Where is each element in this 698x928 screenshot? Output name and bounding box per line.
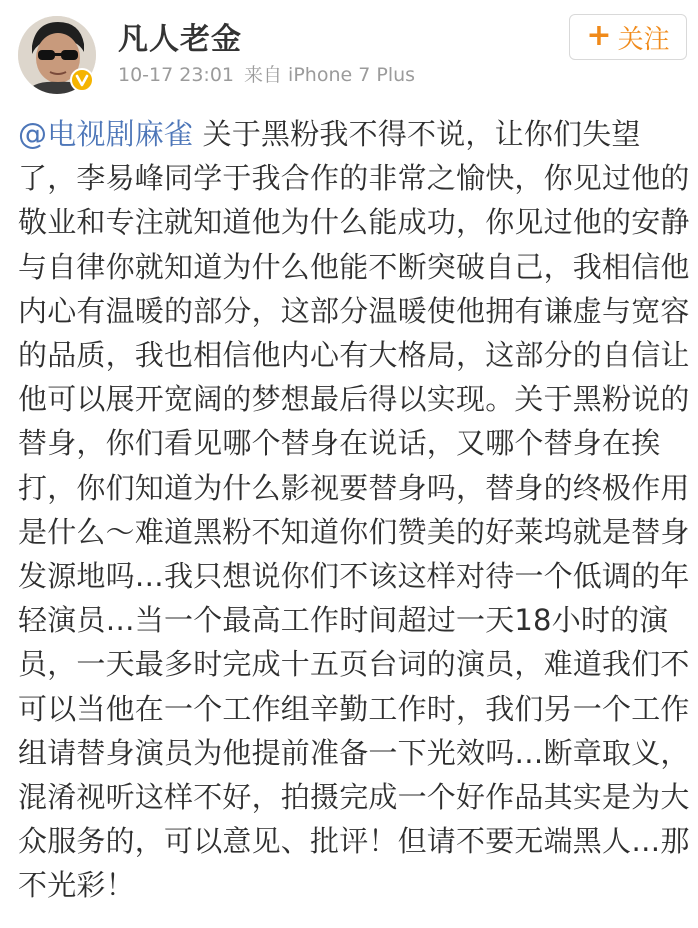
post-source: 来自 iPhone 7 Plus: [244, 64, 416, 86]
verified-badge-icon: [70, 68, 94, 92]
plus-icon: +: [586, 17, 612, 53]
post-body: [18, 112, 690, 908]
post-header: [0, 0, 698, 110]
mention-link[interactable]: @电视剧麻雀: [18, 117, 194, 151]
post-time: 10-17 23:01: [118, 64, 235, 86]
post-text: 关于黑粉我不得不说，让你们失望了，李易峰同学于我合作的非常之愉快，你见过他的敬业和专注就知道他为什么能成功，你见过他的安静与自律你就知道为什么他能不断突破自己，我相信他内心有温暖的部分，这部分温暖使他拥有谦虚与宽容的品质，我也相信他内心有大格局，这部分的自信让他可以展开宽阔的梦想最后得以实现。关于黑粉说的替身，你们看见哪个替身在说话，又哪个替身在挨打，你们知道为什么影视要替身吗，替身的终极作用是什么～难道黑粉不知道你们赞美的好莱坞就是替身发源地吗…我只想说你们不该这样对待一个低调的年轻演员…当一个最高工作时间超过一天18小时的演员，一天最多时完成十五页台词的演员，难道我们不可以当他在一个工作组辛勤工作时，我们另一个工作组请替身演员为他提前准备一下光效吗…断章取义，混淆视听这样不好，拍摄完成一个好作品其实是为大众服务的，可以意见、批评！但请不要无端黑人…那不光彩！: [18, 117, 690, 903]
follow-button-label: 关注: [617, 24, 670, 55]
verified-v-glyph: [72, 70, 92, 90]
post-meta: [118, 60, 415, 87]
follow-button[interactable]: [569, 14, 687, 60]
username[interactable]: 凡人老金: [118, 22, 242, 57]
